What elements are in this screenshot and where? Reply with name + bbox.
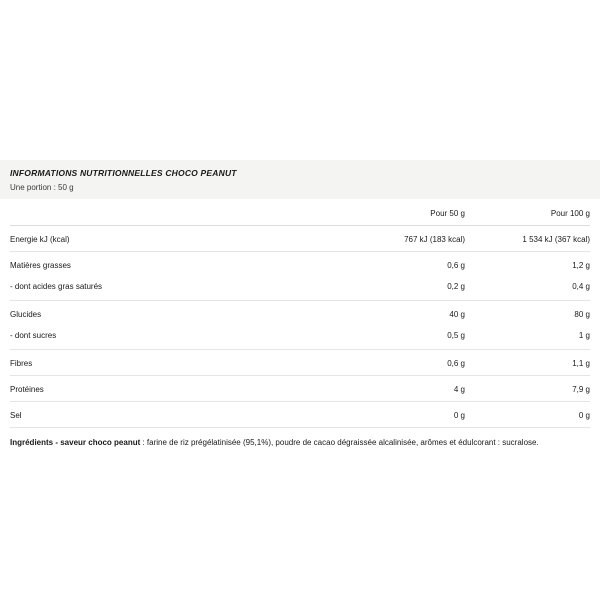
table-row [10, 326, 590, 350]
nutrient-value-100g: 1 534 kJ (367 kcal) [522, 235, 590, 244]
nutrient-value-100g: 0 g [465, 402, 590, 428]
column-header-nutrient [10, 199, 340, 226]
nutrient-label: Matières grasses [10, 252, 340, 278]
nutrient-value-50g: 767 kJ (183 kcal) [404, 235, 465, 244]
nutrient-label: Fibres [10, 350, 340, 376]
table-row [10, 277, 590, 301]
column-header-per-100g: Pour 100 g [465, 199, 590, 226]
nutrient-value-50g: 0,2 g [447, 282, 465, 291]
ingredients-label: Ingrédients - saveur choco peanut [10, 438, 141, 447]
nutrient-value-50g: 40 g [340, 301, 465, 327]
nutrient-value-50g: 0,5 g [447, 331, 465, 340]
nutrient-label: Sel [10, 402, 340, 428]
page-title: INFORMATIONS NUTRITIONNELLES CHOCO PEANUT [10, 168, 237, 178]
portion-size-label: Une portion : 50 g [10, 183, 74, 192]
nutrient-label: - dont acides gras saturés [10, 282, 103, 291]
nutrient-value-50g: 0 g [340, 402, 465, 428]
nutrient-label: Glucides [10, 301, 340, 327]
ingredients-section [10, 427, 590, 449]
table-row [10, 252, 590, 278]
nutrition-table [10, 199, 590, 427]
nutrition-header [0, 160, 600, 199]
ingredients-text: : farine de riz prégélatinisée (95,1%), poudre de cacao dégraissée alcalinisée, arômes et édulcorant : sucralose. [140, 438, 539, 447]
nutrient-label: Protéines [10, 376, 340, 402]
table-row [10, 301, 590, 327]
nutrient-label: - dont sucres [10, 331, 57, 340]
nutrient-value-100g: 80 g [465, 301, 590, 327]
nutrition-information-block [0, 160, 600, 449]
nutrient-label: Energie kJ (kcal) [10, 235, 70, 244]
nutrient-value-50g: 4 g [340, 376, 465, 402]
column-header-per-50g: Pour 50 g [340, 199, 465, 226]
nutrient-value-100g: 7,9 g [465, 376, 590, 402]
table-header-row [10, 199, 590, 226]
nutrient-value-50g: 0,6 g [340, 252, 465, 278]
nutrient-value-100g: 1,2 g [465, 252, 590, 278]
nutrient-value-100g: 1 g [578, 331, 590, 340]
table-row [10, 376, 590, 402]
nutrient-value-50g: 0,6 g [340, 350, 465, 376]
table-row [10, 226, 590, 252]
table-row [10, 350, 590, 376]
nutrient-value-100g: 0,4 g [572, 282, 590, 291]
table-row [10, 402, 590, 428]
nutrient-value-100g: 1,1 g [465, 350, 590, 376]
